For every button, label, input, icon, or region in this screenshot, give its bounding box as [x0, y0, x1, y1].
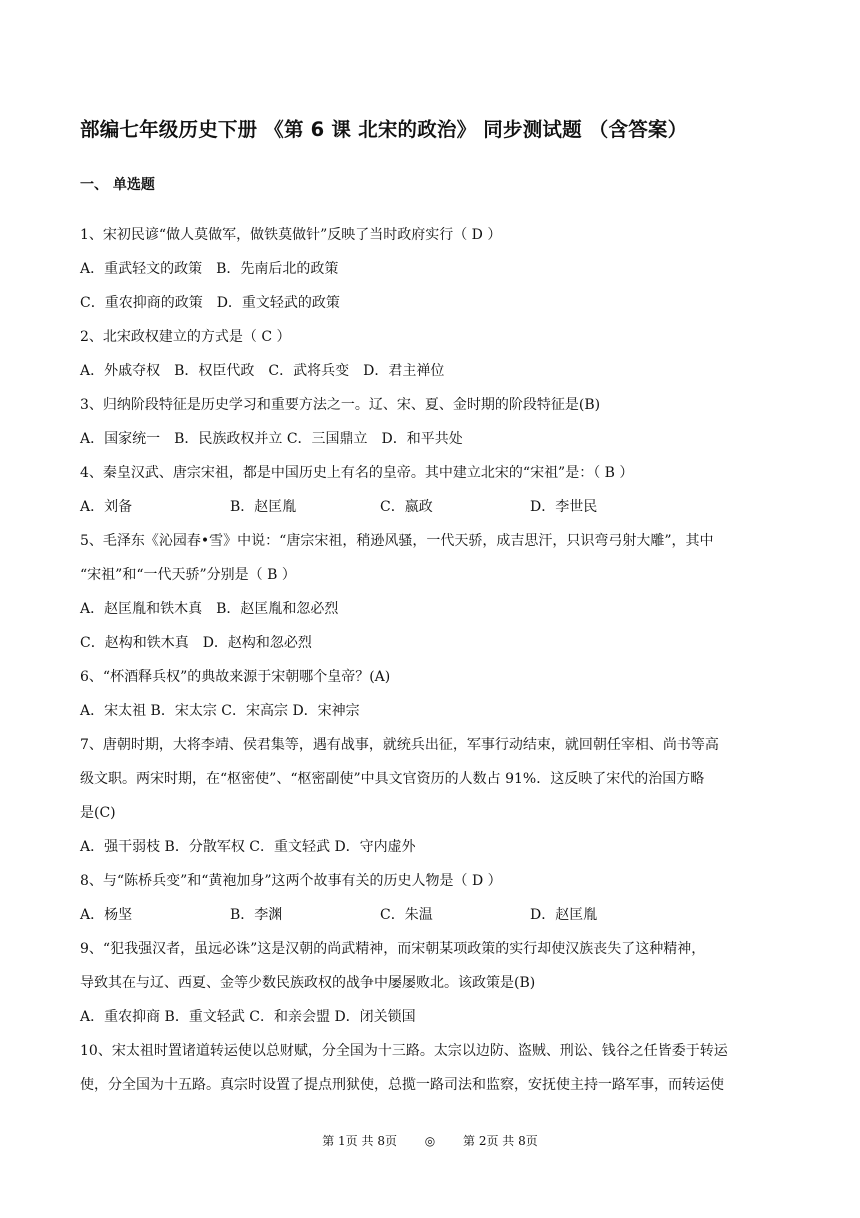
option-a: A．杨坚 [80, 907, 133, 923]
question-line: 9、“犯我强汉者，虽远必诛”这是汉朝的尚武精神，而宋朝某项政策的实行却使汉族丧失了这种精神， [80, 941, 706, 957]
option-row [80, 490, 780, 524]
option-line: A．重农抑商 B．重文轻武 C．和亲会盟 D．闭关锁国 [80, 1009, 416, 1025]
question-line: 4、秦皇汉武、唐宗宋祖，都是中国历史上有名的皇帝。其中建立北宋的“宋祖”是：（ B ） [80, 465, 634, 481]
option-c: C．朱温 [380, 907, 433, 923]
option-row [80, 898, 780, 932]
question-line: “宋祖”和“一代天骄”分别是（ B ） [80, 567, 296, 583]
option-line: A．赵匡胤和铁木真 B．赵匡胤和忽必烈 [80, 601, 339, 617]
option-a: A．刘备 [80, 499, 133, 515]
question-line: 10、宋太祖时置诸道转运使以总财赋，分全国为十三路。太宗以边防、盗贼、刑讼、钱谷之任皆委于转运 [80, 1043, 728, 1059]
option-line: A．国家统一 B．民族政权并立 C．三国鼎立 D．和平共处 [80, 431, 463, 447]
question-line: 6、“杯酒释兵权”的典故来源于宋朝哪个皇帝？(A) [80, 669, 391, 685]
option-d: D．赵匡胤 [530, 907, 598, 923]
question-list [80, 218, 780, 1102]
question-line: 2、北宋政权建立的方式是（ C ） [80, 329, 291, 345]
page-footer: 第 1页 共 8页 ◎ 第 2页 共 8页 [322, 1134, 538, 1148]
option-line: C．重农抑商的政策 D．重文轻武的政策 [80, 295, 340, 311]
question-line: 5、毛泽东《沁园春•雪》中说：“唐宗宋祖，稍逊风骚，一代天骄，成吉思汗，只识弯弓射大雕”，其中 [80, 533, 714, 549]
question-line: 使，分全国为十五路。真宗时设置了提点刑狱使，总揽一路司法和监察，安抚使主持一路军事，而转运使 [80, 1077, 724, 1093]
question-line: 8、与“陈桥兵变”和“黄袍加身”这两个故事有关的历史人物是（ D ） [80, 873, 502, 889]
question-line: 是(C) [80, 805, 116, 821]
option-b: B．李渊 [230, 907, 283, 923]
question-line: 导致其在与辽、西夏、金等少数民族政权的战争中屡屡败北。该政策是(B) [80, 975, 536, 991]
option-d: D．李世民 [530, 499, 598, 515]
option-c: C．嬴政 [380, 499, 433, 515]
question-line: 7、唐朝时期，大将李靖、侯君集等，遇有战事，就统兵出征，军事行动结束，就回朝任宰相、尚书等高 [80, 737, 719, 753]
option-line: A．重武轻文的政策 B．先南后北的政策 [80, 261, 339, 277]
question-line: 1、宋初民谚“做人莫做军，做铁莫做针”反映了当时政府实行（ D ） [80, 227, 502, 243]
option-line: A．外戚夺权 B．权臣代政 C．武将兵变 D．君主禅位 [80, 363, 445, 379]
section-heading: 一、 单选题 [80, 177, 155, 193]
option-b: B．赵匡胤 [230, 499, 297, 515]
option-line: A．强干弱枝 B．分散军权 C．重文轻武 D．守内虚外 [80, 839, 416, 855]
document-title: 部编七年级历史下册 《第 6 课 北宋的政治》 同步测试题 （含答案） [80, 118, 688, 141]
question-line: 3、归纳阶段特征是历史学习和重要方法之一。辽、宋、夏、金时期的阶段特征是(B) [80, 397, 601, 413]
option-line: A．宋太祖 B．宋太宗 C．宋高宗 D．宋神宗 [80, 703, 360, 719]
question-line: 级文职。两宋时期，在“枢密使”、“枢密副使”中具文官资历的人数占 91%．这反映了宋代的治国方略 [80, 771, 705, 787]
option-line: C．赵构和铁木真 D．赵构和忽必烈 [80, 635, 312, 651]
